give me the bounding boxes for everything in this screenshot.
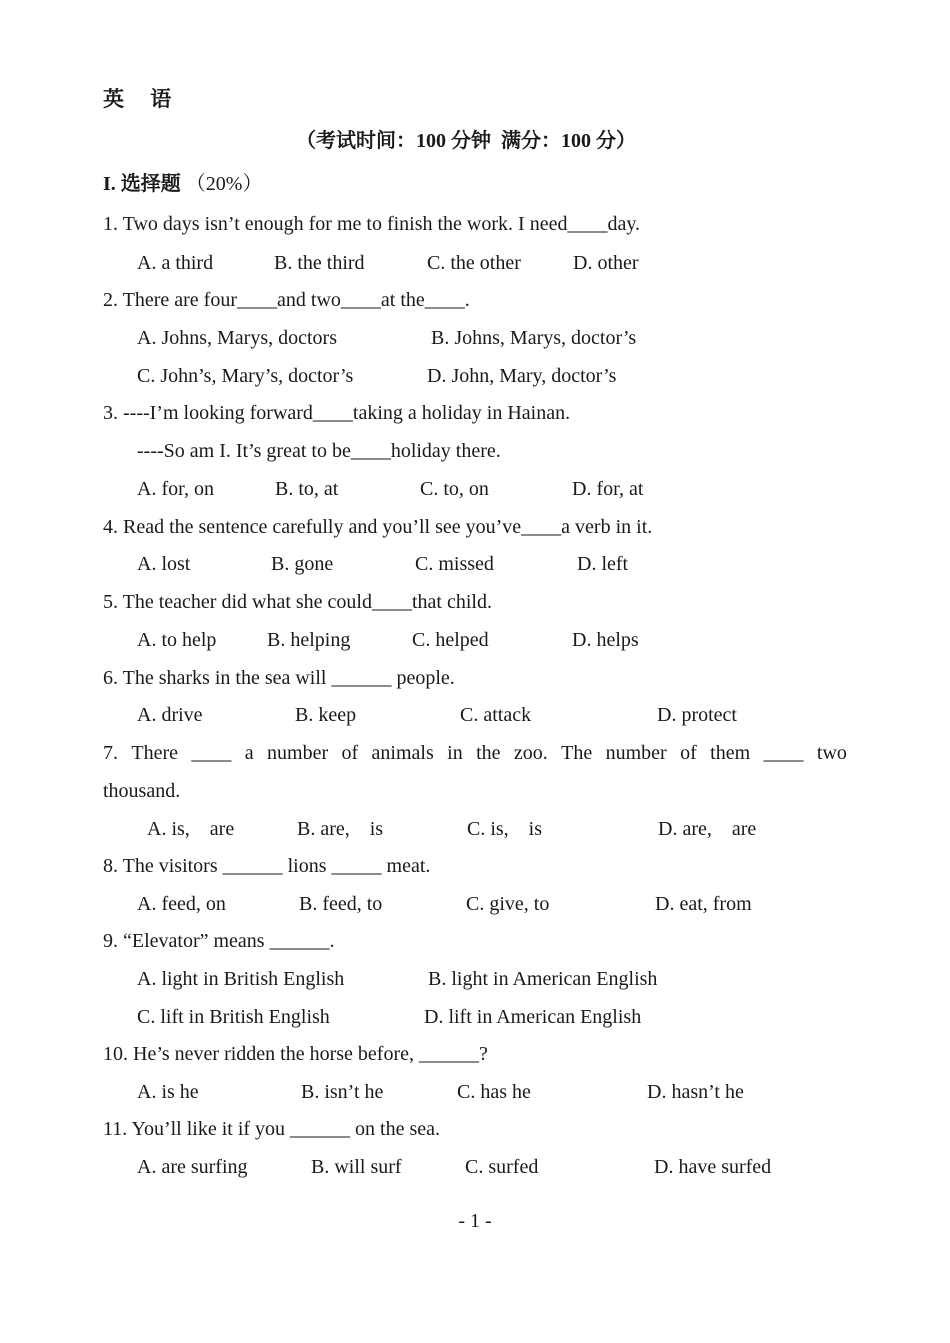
option-b: B. gone — [271, 553, 334, 575]
option-b: B. to, at — [275, 478, 339, 500]
option-c: C. has he — [457, 1081, 531, 1103]
stem-word: of — [680, 742, 697, 764]
option-a: A. are surfing — [137, 1156, 248, 1178]
option-d: D. protect — [657, 704, 737, 726]
question-stem: 9. “Elevator” means ______. — [103, 930, 335, 952]
option-c: C. the other — [427, 252, 521, 274]
stem-word: ____ — [763, 742, 804, 764]
option-a: A. lost — [137, 553, 191, 575]
option-b: B. will surf — [311, 1156, 402, 1178]
option-b: B. light in American English — [428, 968, 658, 990]
option-b: B. are, is — [297, 818, 384, 840]
option-d: D. for, at — [572, 478, 644, 500]
stem-word: animals — [371, 742, 434, 764]
stem-word: them — [710, 742, 751, 764]
question-stem: 10. He’s never ridden the horse before, ______? — [103, 1043, 488, 1065]
question-stem: 5. The teacher did what she could____that child. — [103, 591, 492, 613]
option-c: C. is, is — [467, 818, 543, 840]
option-b: B. Johns, Marys, doctor’s — [431, 327, 637, 349]
option-d: D. left — [577, 553, 629, 575]
option-a: A. is, are — [147, 818, 235, 840]
option-c: C. give, to — [466, 893, 550, 915]
option-c: C. John’s, Mary’s, doctor’s — [137, 365, 354, 387]
exam-info: （考试时间：100 分钟 满分：100 分） — [296, 130, 636, 152]
stem-word: zoo. — [513, 742, 548, 764]
section-score: （20%） — [185, 173, 263, 195]
option-c: C. helped — [412, 629, 489, 651]
stem-word: of — [341, 742, 359, 764]
option-d: D. have surfed — [654, 1156, 772, 1178]
option-a: A. light in British English — [137, 968, 345, 990]
stem-word: 7. — [103, 742, 118, 764]
question-stem: 4. Read the sentence carefully and you’ll see you’ve____a verb in it. — [103, 516, 653, 538]
stem-word: number — [267, 742, 329, 764]
option-c: C. to, on — [420, 478, 489, 500]
option-d: D. are, are — [658, 818, 757, 840]
question-stem: 1. Two days isn’t enough for me to finish the work. I need____day. — [103, 213, 641, 235]
option-d: D. hasn’t he — [647, 1081, 744, 1103]
option-b: B. isn’t he — [301, 1081, 384, 1103]
option-a: A. drive — [137, 704, 203, 726]
question-stem: 2. There are four____and two____at the____. — [103, 289, 470, 311]
option-a: A. a third — [137, 252, 214, 274]
option-b: B. feed, to — [299, 893, 383, 915]
stem-word: ____ — [191, 742, 232, 764]
option-c: C. attack — [460, 704, 532, 726]
option-c: C. missed — [415, 553, 494, 575]
option-d: D. John, Mary, doctor’s — [427, 365, 617, 387]
question-stem: 11. You’ll like it if you ______ on the sea. — [103, 1118, 441, 1140]
stem-word: number — [605, 742, 667, 764]
option-d: D. other — [573, 252, 639, 274]
question-stem — [103, 740, 847, 766]
option-a: A. feed, on — [137, 893, 226, 915]
question-stem-line2: ----So am I. It’s great to be____holiday there. — [137, 440, 501, 462]
stem-word: There — [131, 742, 179, 764]
stem-word: The — [561, 742, 593, 764]
section-title: I. 选择题 — [103, 173, 186, 195]
option-d: D. helps — [572, 629, 639, 651]
stem-word: in — [447, 742, 463, 764]
question-stem: 6. The sharks in the sea will ______ people. — [103, 667, 455, 689]
option-b: B. the third — [274, 252, 365, 274]
option-d: D. lift in American English — [424, 1006, 642, 1028]
subject-title: 英 语 — [103, 87, 172, 111]
question-stem: 3. ----I’m looking forward____taking a holiday in Hainan. — [103, 402, 571, 424]
option-a: A. for, on — [137, 478, 214, 500]
stem-word: the — [476, 742, 501, 764]
question-stem-cont: thousand. — [103, 780, 181, 802]
option-a: A. Johns, Marys, doctors — [137, 327, 337, 349]
question-stem: 8. The visitors ______ lions _____ meat. — [103, 855, 431, 877]
section-heading — [103, 171, 262, 197]
option-c: C. surfed — [465, 1156, 539, 1178]
option-b: B. helping — [267, 629, 351, 651]
page-number: - 1 - — [458, 1210, 492, 1232]
option-a: A. is he — [137, 1081, 199, 1103]
option-a: A. to help — [137, 629, 217, 651]
option-c: C. lift in British English — [137, 1006, 330, 1028]
option-b: B. keep — [295, 704, 357, 726]
stem-word: a — [244, 742, 254, 764]
option-d: D. eat, from — [655, 893, 752, 915]
stem-word: two — [816, 742, 847, 764]
